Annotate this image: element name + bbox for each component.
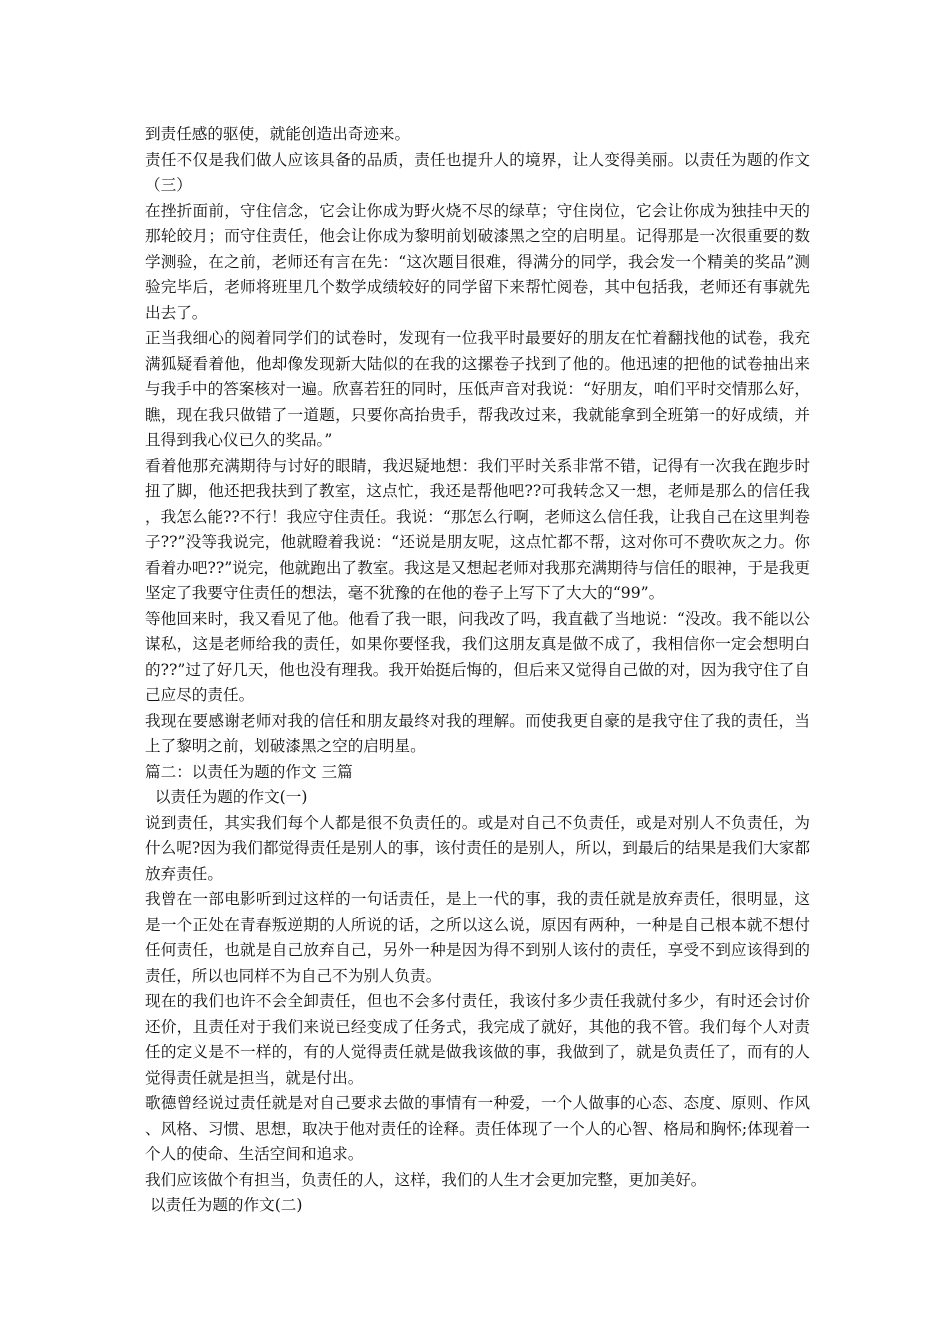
paragraph-essay-1-now: 现在的我们也许不会全卸责任，但也不会多付责任，我该付多少责任我就付多少，有时还会讨价还价，且责任对于我们来说已经变成了任务式，我完成了就好，其他的我不管。我们每个人对责任的定义是不一样的，有的人觉得责任就是做我该做的事，我做到了，就是负责任了，而有的人觉得责任就是担当，就是付出。 [145,992,810,1087]
essay-title-one: 以责任为题的作文(一) [145,788,308,806]
paragraph-essay-1-conclusion: 我们应该做个有担当，负责任的人，这样，我们的人生才会更加完整，更加美好。 [145,1170,707,1189]
paragraph-essay-1-intro: 说到责任，其实我们每个人都是很不负责任的。或是对自己不负责任，或是对别人不负责任，为什么呢?因为我们都觉得责任是别人的事，该付责任的是别人，所以，到最后的结果是我们大家都放弃责任。 [145,813,810,883]
paragraph-essay-3-conclusion: 我现在要感谢老师对我的信任和朋友最终对我的理解。而使我更自豪的是我守住了我的责任，当上了黎明之前，划破漆黑之空的启明星。 [145,711,810,755]
paragraph-continuation: 到责任感的驱使，就能创造出奇迹来。 [145,125,411,143]
document-body [145,122,810,1219]
essay-title-two: 以责任为题的作文(二) [145,1196,303,1214]
paragraph-essay-3-grading: 正当我细心的阅着同学们的试卷时，发现有一位我平时最要好的朋友在忙着翻找他的试卷，我充满狐疑看着他，他却像发现新大陆似的在我的这摞卷子找到了他的。他迅速的把他的试卷抽出来与我手中的答案核对一遍。欣喜若狂的同时，压低声音对我说：“好朋友，咱们平时交情那么好，瞧，现在我只做错了一道题，只要你高抬贵手，帮我改过来，我就能拿到全班第一的好成绩，并且得到我心仪已久的奖品。” [145,329,810,449]
paragraph-responsibility-beauty: 责任不仅是我们做人应该具备的品质，责任也提升人的境界，让人变得美丽。以责任为题的作文（三） [145,150,810,194]
section-heading-part-two: 篇二：以责任为题的作文 三篇 [145,762,353,781]
paragraph-essay-1-goethe: 歌德曾经说过责任就是对自己要求去做的事情有一种爱，一个人做事的心态、态度、原则、作风、风格、习惯、思想，取决于他对责任的诠释。责任体现了一个人的心智、格局和胸怀;体现着一个人的使命、生活空间和追求。 [145,1094,810,1163]
paragraph-essay-3-hesitation: 看着他那充满期待与讨好的眼睛，我迟疑地想：我们平时关系非常不错，记得有一次我在跑步时扭了脚，他还把我扶到了教室，这点忙，我还是帮他吧??可我转念又一想，老师是那么的信任我，我怎么能??不行！我应守住责任。我说：“那怎么行啊，老师这么信任我，让我自己在这里判卷子??”没等我说完，他就瞪着我说：“还说是朋友呢，这点忙都不帮，这对你可不费吹灰之力。你看着办吧??”说完，他就跑出了教室。我这是又想起老师对我那充满期待与信任的眼神，于是我更坚定了我要守住责任的想法，毫不犹豫的在他的卷子上写下了大大的“99”。 [145,456,810,602]
paragraph-essay-3-return: 等他回来时，我又看见了他。他看了我一眼，问我改了吗，我直截了当地说：“没改。我不能以公谋私，这是老师给我的责任，如果你要怪我，我们这朋友真是做不成了，我相信你一定会想明白的??”过了好几天，他也没有理我。我开始挺后悔的，但后来又觉得自己做的对，因为我守住了自己应尽的责任。 [145,609,810,704]
paragraph-essay-1-movie: 我曾在一部电影听到过这样的一句话责任，是上一代的事，我的责任就是放弃责任，很明显，这是一个正处在青春叛逆期的人所说的话，之所以这么说，原因有两种，一种是自己根本就不想付任何责任，也就是自己放弃自己，另外一种是因为得不到别人该付的责任，享受不到应该得到的责任，所以也同样不为自己不为别人负责。 [145,890,810,985]
paragraph-essay-3-intro: 在挫折面前，守住信念，它会让你成为野火烧不尽的绿草；守住岗位，它会让你成为独挂中天的那轮皎月；而守住责任，他会让你成为黎明前划破漆黑之空的启明星。记得那是一次很重要的数学测验，在之前，老师还有言在先：“这次题目很难，得满分的同学，我会发一个精美的奖品”测验完毕后，老师将班里几个数学成绩较好的同学留下来帮忙阅卷，其中包括我，老师还有事就先出去了。 [145,201,810,322]
